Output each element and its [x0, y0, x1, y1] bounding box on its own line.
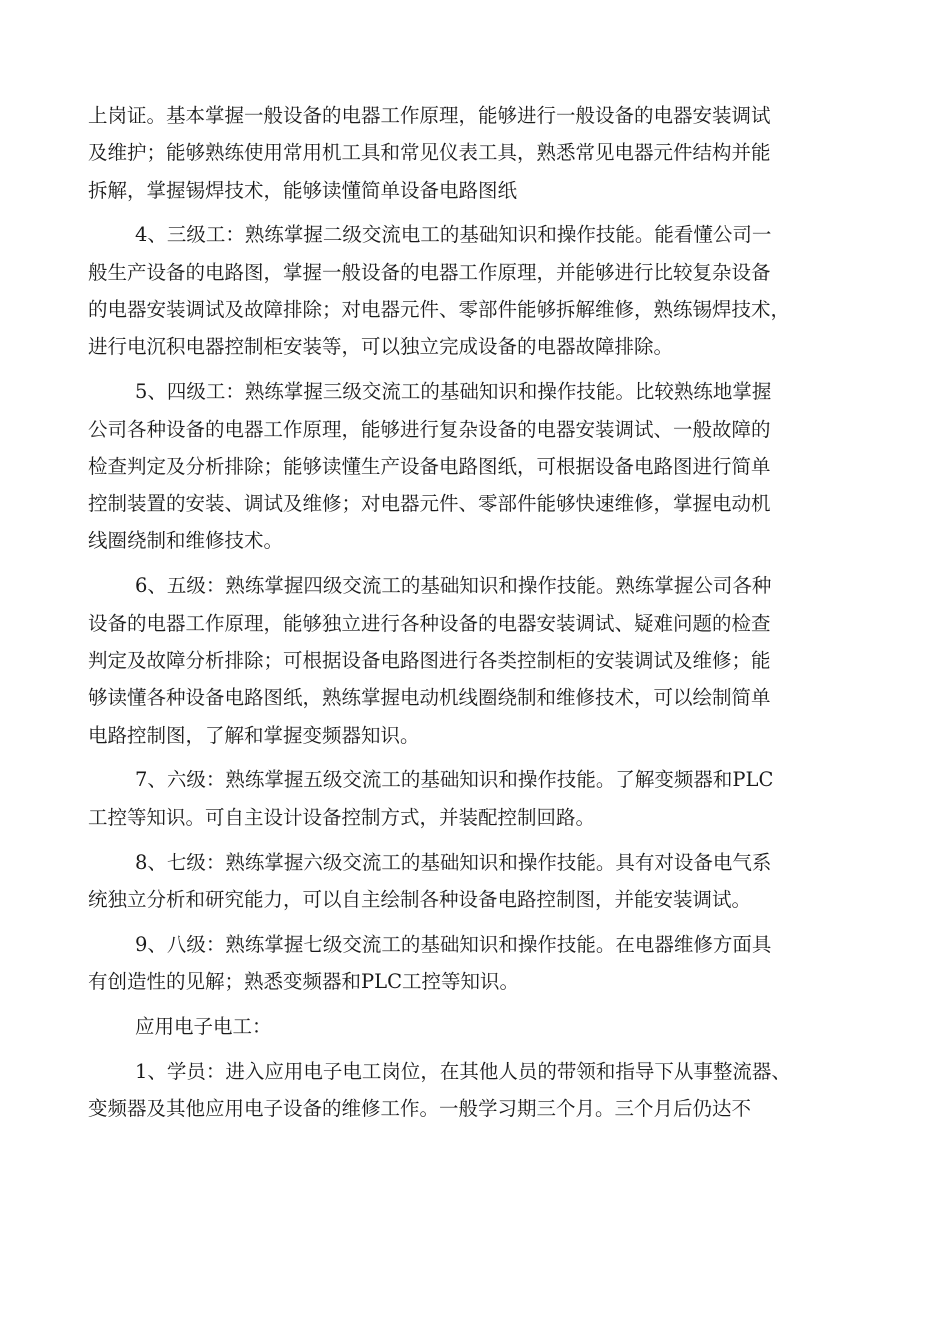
text-line: 够读懂各种设备电路图纸，熟练掌握电动机线圈绕制和维修技术，可以绘制简单: [88, 686, 771, 710]
text-line: 设备的电器工作原理，能够独立进行各种设备的电器安装调试、疑难问题的检查: [88, 611, 771, 635]
document-body: [88, 97, 880, 1127]
text-line: 1、学员：进入应用电子电工岗位，在其他人员的带领和指导下从事整流器、: [135, 1059, 791, 1083]
paragraph-spacer: [88, 1045, 880, 1053]
text-line: 电路控制图，了解和掌握变频器知识。: [88, 723, 420, 747]
paragraph: [88, 844, 880, 919]
text-line: 7、六级：熟练掌握五级交流工的基础知识和操作技能。了解变频器和PLC: [135, 768, 774, 792]
text-line: 8、七级：熟练掌握六级交流工的基础知识和操作技能。具有对设备电气系: [135, 850, 772, 874]
text-line: 6、五级：熟练掌握四级交流工的基础知识和操作技能。熟练掌握公司各种: [135, 574, 772, 598]
paragraph-spacer: [88, 918, 880, 926]
text-line: 上岗证。基本掌握一般设备的电器工作原理，能够进行一般设备的电器安装调试: [88, 104, 771, 127]
text-line: 9、八级：熟练掌握七级交流工的基础知识和操作技能。在电器维修方面具: [135, 932, 772, 956]
paragraph-spacer: [88, 754, 880, 762]
text-line: 4、三级工：熟练掌握二级交流电工的基础知识和操作技能。能看懂公司一: [135, 223, 772, 247]
text-line: 及维护；能够熟练使用常用机工具和常见仪表工具，熟悉常见电器元件结构并能: [88, 141, 771, 165]
paragraph: [88, 1053, 880, 1128]
paragraph: [88, 216, 880, 365]
text-line: 5、四级工：熟练掌握三级交流工的基础知识和操作技能。比较熟练地掌握: [135, 380, 772, 404]
paragraph-spacer: [88, 560, 880, 568]
text-line: 拆解，掌握锡焊技术，能够读懂简单设备电路图纸: [88, 178, 518, 202]
text-line: 统独立分析和研究能力，可以自主绘制各种设备电路控制图，并能安装调试。: [88, 887, 752, 911]
paragraph-spacer: [88, 209, 880, 217]
paragraph: [88, 761, 880, 836]
text-line: 检查判定及分析排除；能够读懂生产设备电路图纸，可根据设备电路图进行简单: [88, 454, 771, 478]
paragraph: [88, 373, 880, 559]
paragraph-spacer: [88, 366, 880, 374]
text-line: 控制装置的安装、调试及维修；对电器元件、零部件能够快速维修，掌握电动机: [88, 492, 771, 516]
paragraph-spacer: [88, 1000, 880, 1008]
paragraph: [88, 567, 880, 753]
text-line: 线圈绕制和维修技术。: [88, 529, 284, 553]
text-line: 工控等知识。可自主设计设备控制方式，并装配控制回路。: [88, 805, 596, 829]
text-line: 的电器安装调试及故障排除；对电器元件、零部件能够拆解维修，熟练锡焊技术，: [88, 298, 791, 322]
text-line: 变频器及其他应用电子设备的维修工作。一般学习期三个月。三个月后仍达不: [88, 1097, 752, 1121]
paragraph-spacer: [88, 836, 880, 844]
text-line: 公司各种设备的电器工作原理，能够进行复杂设备的电器安装调试、一般故障的: [88, 417, 771, 441]
paragraph: [88, 1008, 880, 1045]
paragraph: [88, 97, 880, 209]
paragraph: [88, 926, 880, 1001]
text-line: 判定及故障分析排除；可根据设备电路图进行各类控制柜的安装调试及维修；能: [88, 648, 771, 672]
text-line: 进行电沉积电器控制柜安装等，可以独立完成设备的电器故障排除。: [88, 335, 674, 359]
text-line: 应用电子电工：: [135, 1014, 272, 1038]
text-line: 般生产设备的电路图，掌握一般设备的电器工作原理，并能够进行比较复杂设备: [88, 260, 771, 284]
text-line: 有创造性的见解；熟悉变频器和PLC工控等知识。: [88, 970, 519, 994]
